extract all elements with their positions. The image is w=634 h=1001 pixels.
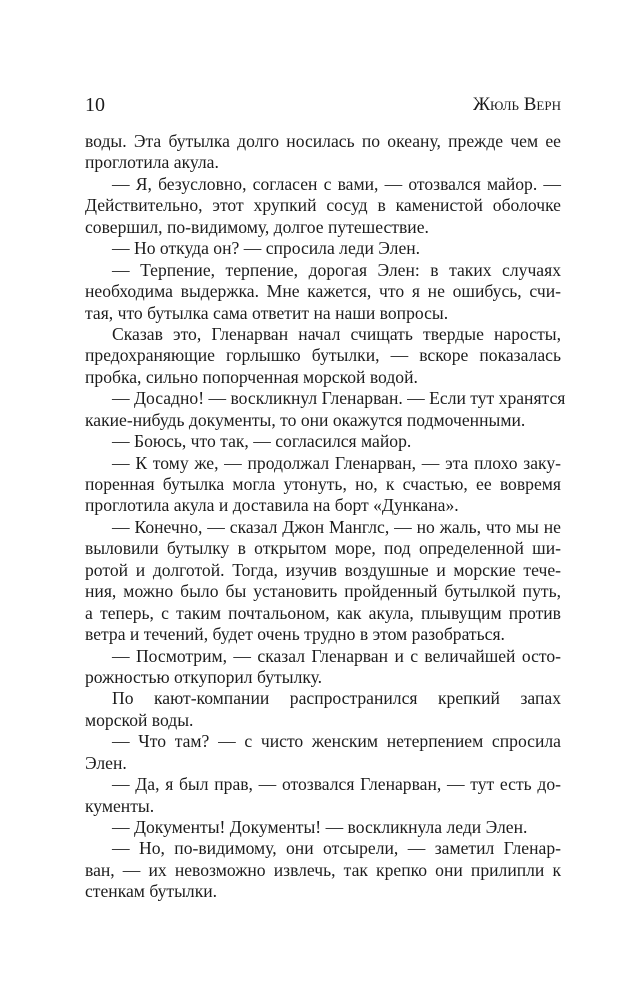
paragraph <box>85 646 561 689</box>
paragraph <box>85 174 561 238</box>
paragraph <box>85 324 561 388</box>
text-line: По кают-компании распространился крепкий запах <box>112 688 561 709</box>
paragraph <box>85 238 561 259</box>
paragraph <box>85 817 561 838</box>
paragraph <box>85 774 561 817</box>
text-line: кументы. <box>85 795 155 816</box>
text-line: — Но откуда он? — спросила леди Элен. <box>112 238 421 259</box>
text-line: — Терпение, терпение, дорогая Элен: в таких случаях <box>112 259 561 280</box>
paragraph <box>85 453 561 517</box>
text-line: необходима выдержка. Мне кажется, что я не ошибусь, счи- <box>85 281 561 302</box>
text-line: — Да, я был прав, — отозвался Гленарван, — тут есть до- <box>112 774 561 795</box>
text-line: пробка, сильно попорченная морской водой. <box>85 366 418 387</box>
text-line: ван, — их невозможно извлечь, так крепко они прилипли к <box>85 859 561 880</box>
text-line: выловили бутылку в открытом море, под определенной ши- <box>85 538 561 559</box>
text-line: морской воды. <box>85 709 194 730</box>
text-line: а теперь, с таким почтальоном, как акула, плывущим против <box>85 602 561 623</box>
text-line: проглотила акула и доставила на борт «Дункана». <box>85 495 459 516</box>
text-line: проглотила акула. <box>85 152 219 173</box>
running-title: Жюль Верн <box>472 94 561 115</box>
paragraph <box>85 388 566 431</box>
text-line: — Документы! Документы! — воскликнула леди Элен. <box>112 817 528 837</box>
text-line: — Я, безусловно, согласен с вами, — отозвался майор. — <box>112 173 561 194</box>
text-line: — К тому же, — продолжал Гленарван, — эта плохо заку- <box>112 452 561 473</box>
text-line: рожностью откупорил бутылку. <box>85 666 323 687</box>
text-line: тая, что бутылка сама ответит на наши вопросы. <box>85 302 449 323</box>
text-line: — Посмотрим, — сказал Гленарван и с величайшей осто- <box>112 645 561 666</box>
text-line: какие-нибудь документы, то они окажутся подмоченными. <box>85 409 526 430</box>
paragraph <box>85 517 561 646</box>
text-line: — Но, по-видимому, они отсырели, — заметил Гленар- <box>112 838 561 859</box>
text-line: поренная бутылка могла утонуть, но, к счастью, ее вовремя <box>85 474 561 494</box>
text-line: Элен. <box>85 752 127 773</box>
text-line: — Боюсь, что так, — согласился майор. <box>112 431 412 452</box>
text-line: ветра и течений, будет очень трудно в этом разобраться. <box>85 624 505 645</box>
text-line: — Досадно! — воскликнул Гленарван. — Если тут хранятся <box>112 388 566 409</box>
paragraph <box>85 838 561 902</box>
paragraph <box>85 688 561 731</box>
text-line: предохраняющие горлышко бутылки, — вскоре показалась <box>85 345 561 366</box>
paragraph <box>85 431 561 452</box>
paragraph <box>85 731 561 774</box>
page-number: 10 <box>85 94 105 116</box>
text-line: ния, можно было бы установить пройденный бутылкой путь, <box>85 581 561 602</box>
text-line: — Конечно, — сказал Джон Манглс, — но жаль, что мы не <box>112 516 561 537</box>
text-line: совершил, по-видимому, долгое путешествие. <box>85 216 429 237</box>
text-line: Сказав это, Гленарван начал счищать твердые наросты, <box>112 323 561 344</box>
paragraph <box>85 260 561 324</box>
body-text <box>85 131 566 903</box>
page-header <box>85 94 561 120</box>
text-line: воды. Эта бутылка долго носилась по океану, прежде чем ее <box>85 131 561 151</box>
text-line: ротой и долготой. Тогда, изучив воздушные и морские тече- <box>85 559 561 580</box>
paragraph <box>85 131 561 174</box>
text-line: стенкам бутылки. <box>85 881 218 902</box>
text-line: Действительно, этот хрупкий сосуд в каменистой оболочке <box>85 195 561 216</box>
text-line: — Что там? — с чисто женским нетерпением спросила <box>112 731 561 752</box>
